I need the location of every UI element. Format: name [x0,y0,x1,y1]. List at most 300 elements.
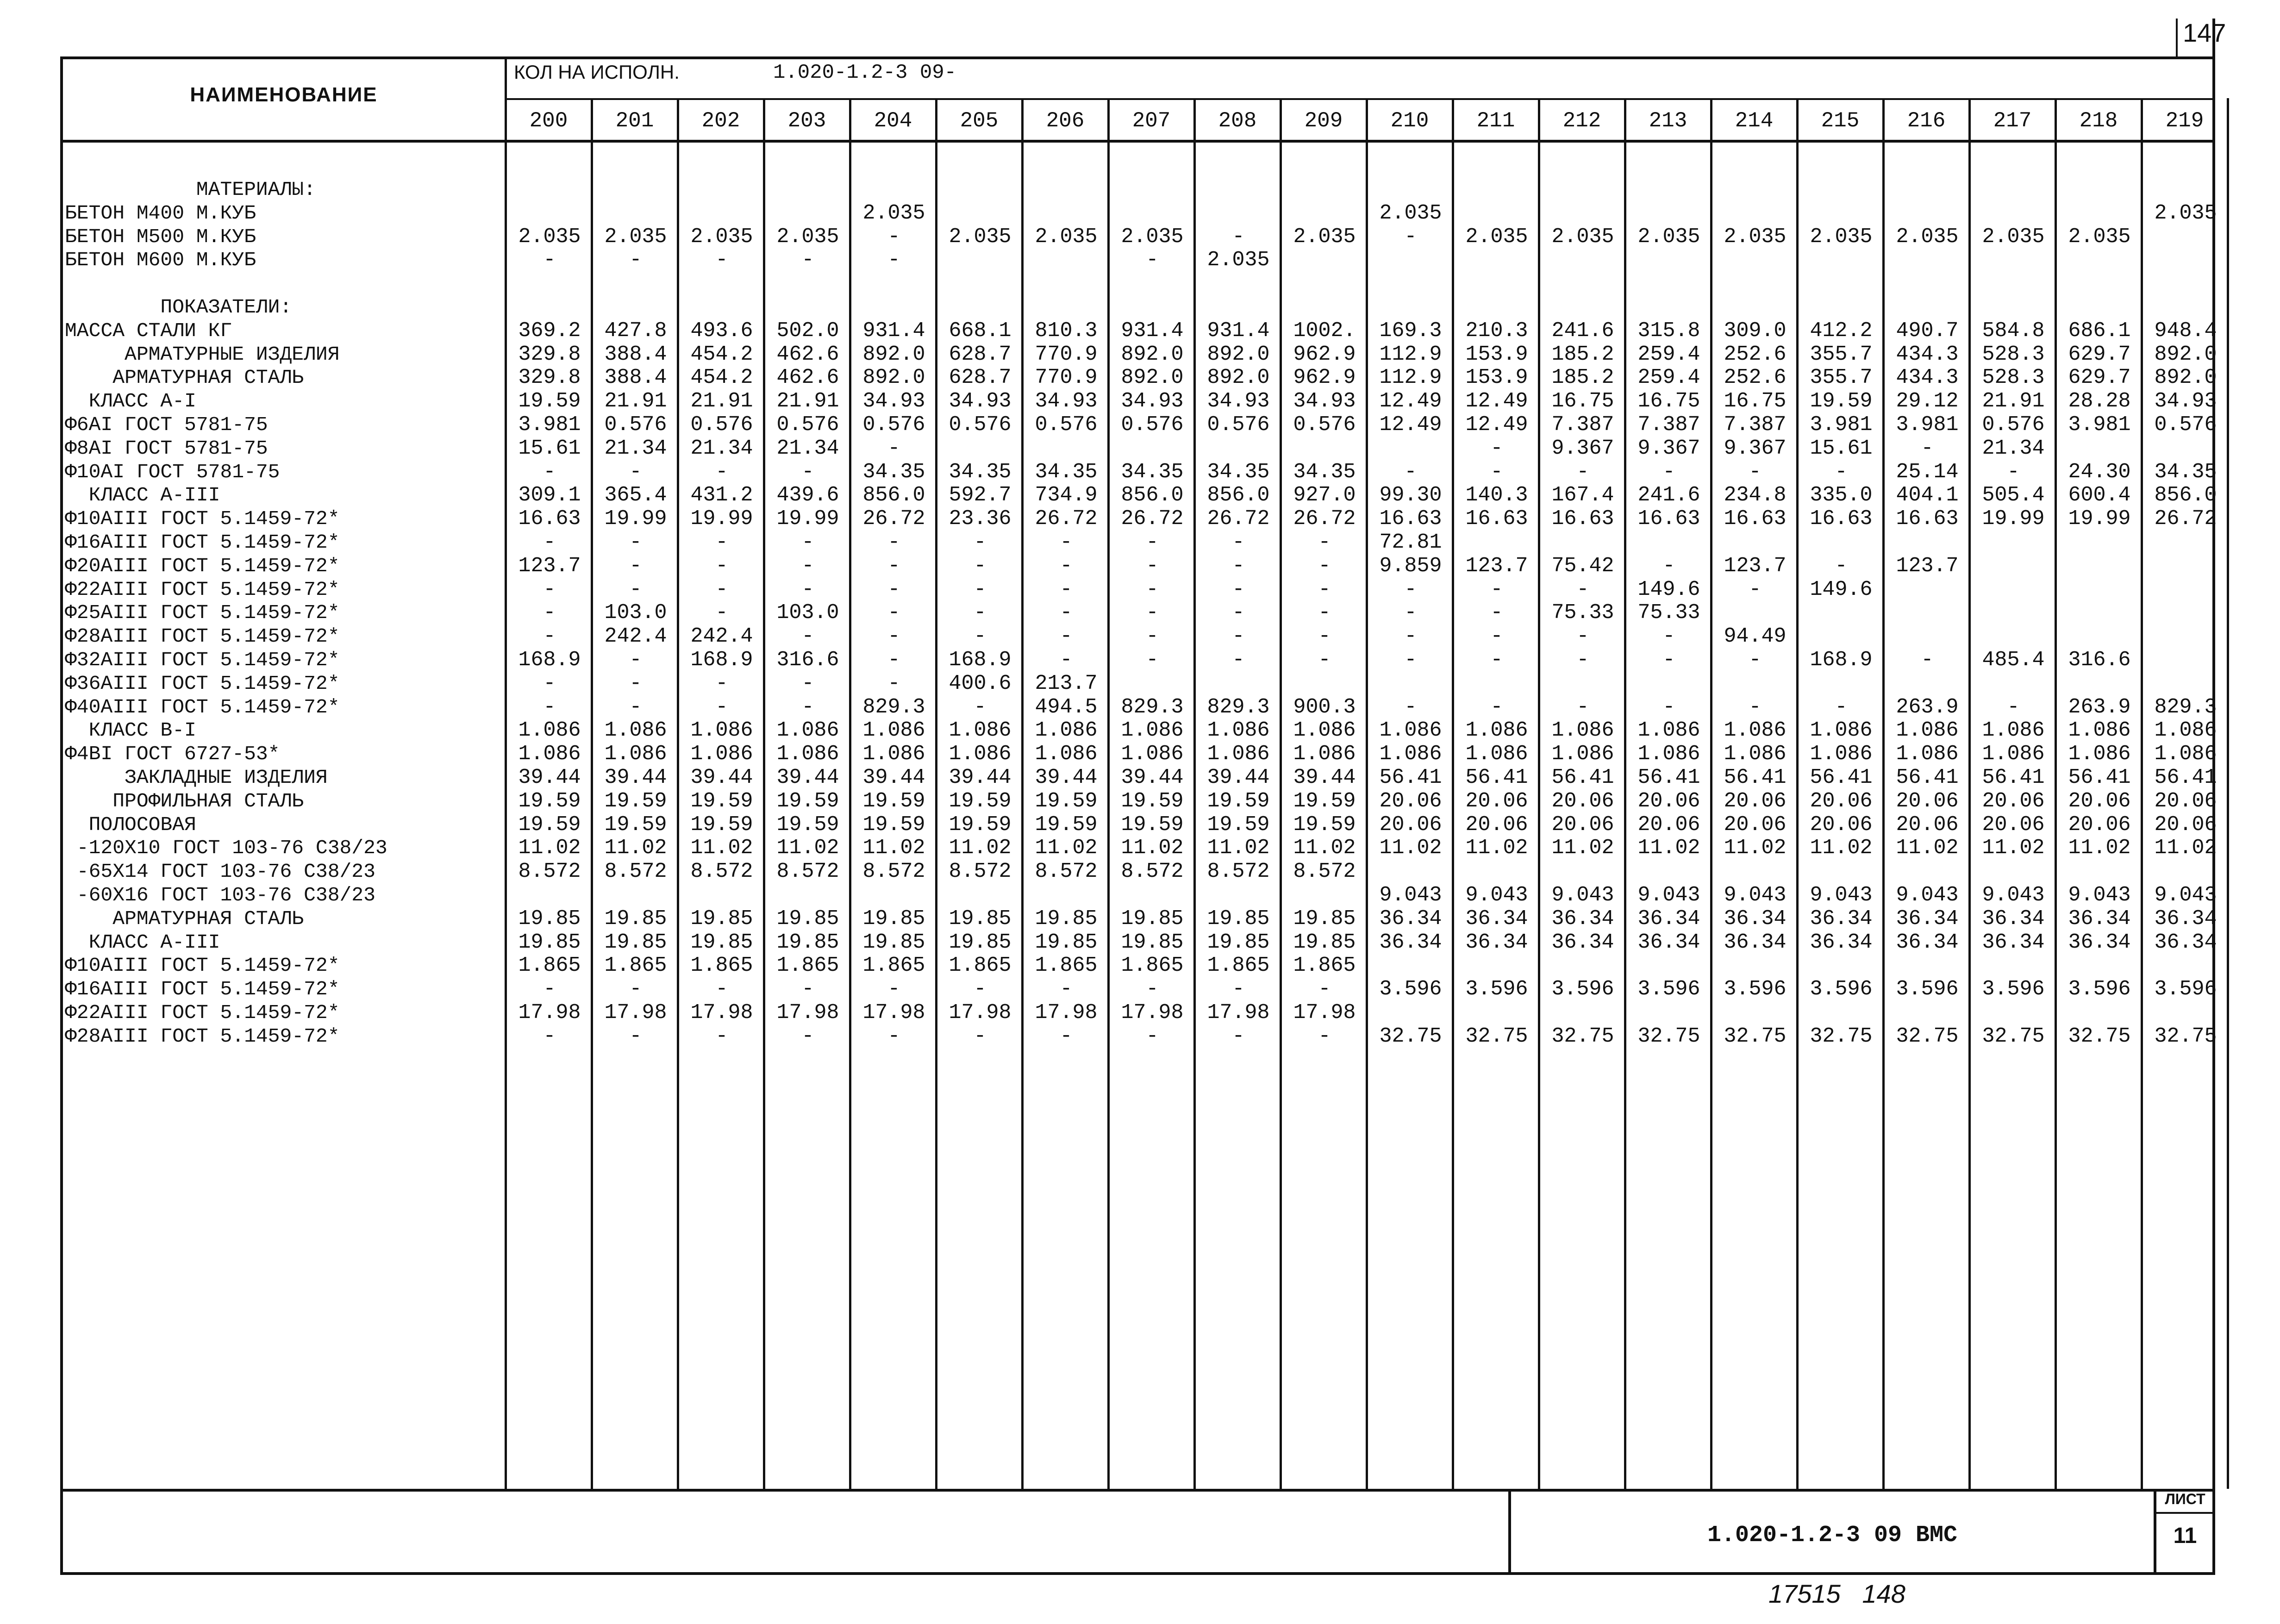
table-cell: 39.44 [604,766,667,789]
table-cell: 1.086 [1637,742,1700,766]
table-cell: 316.6 [2068,648,2131,672]
table-cell: 19.85 [518,930,581,954]
row-label: АРМАТУРНАЯ СТАЛЬ [65,907,304,930]
table-cell: 600.4 [2068,483,2131,507]
table-cell: 36.34 [1810,930,1873,954]
table-cell: 11.02 [518,836,581,860]
row-label: КЛАСС А-III [65,931,220,954]
table-cell: 34.35 [862,460,925,484]
doc-code: 1.020-1.2-3 09 ВМС [1707,1522,1958,1549]
table-cell: 36.34 [1896,906,1959,931]
table-cell: 32.75 [2068,1024,2131,1048]
table-cell: 454.2 [690,366,753,390]
column-number: 208 [1218,109,1257,133]
row-label: БЕТОН М400 М.КУБ [65,201,256,225]
table-cell: 168.9 [690,648,753,672]
table-cell: 12.49 [1465,389,1528,413]
table-cell: 770.9 [1035,342,1098,366]
table-cell: 19.59 [690,812,753,837]
table-cell: 19.85 [690,930,753,954]
table-cell: 892.0 [862,342,925,366]
table-cell: 329.8 [518,366,581,390]
row-label: Ф6АI ГОСТ 5781-75 [65,413,268,436]
table-cell: 309.1 [518,483,581,507]
table-cell: 11.02 [1896,836,1959,860]
table-cell: - [1232,577,1245,601]
table-cell: - [2007,460,2020,484]
table-cell: 9.043 [1551,883,1614,907]
table-cell: 56.41 [1982,766,2045,789]
table-cell: 56.41 [1379,766,1442,789]
table-cell: 335.0 [1810,483,1873,507]
table-cell: - [974,625,987,649]
table-cell: 20.06 [1637,789,1700,813]
table-cell: 1.086 [1293,718,1356,743]
table-cell: - [1060,531,1073,554]
table-cell: 19.85 [1035,930,1098,954]
table-cell: 1.086 [1810,742,1873,766]
table-cell: 32.75 [1551,1024,1614,1048]
table-cell: 19.59 [1121,789,1184,813]
table-cell: 9.043 [1982,883,2045,907]
table-cell: 21.34 [604,436,667,460]
table-cell: 11.02 [1465,836,1528,860]
table-cell: 75.33 [1551,601,1614,625]
table-cell: - [543,671,556,695]
table-cell: 11.02 [1982,836,2045,860]
table-cell: - [1662,554,1675,578]
table-cell: - [1060,577,1073,601]
table-cell: 20.06 [1551,789,1614,813]
table-cell: 185.2 [1551,342,1614,366]
table-cell: 1.086 [604,718,667,743]
table-cell: - [543,577,556,601]
table-cell: - [543,625,556,649]
table-cell: - [1835,460,1848,484]
table-cell: 892.0 [2154,342,2217,366]
table-cell: 2.035 [1551,225,1614,249]
row-label: Ф22АIII ГОСТ 5.1459-72* [65,578,340,601]
table-cell: 19.85 [1035,906,1098,931]
table-cell: 20.06 [1724,812,1787,837]
table-cell: - [887,436,900,460]
table-cell: 72.81 [1379,531,1442,554]
table-cell: 439.6 [776,483,839,507]
table-cell: - [543,695,556,719]
table-cell: 149.6 [1810,577,1873,601]
table-cell: - [629,1024,642,1048]
table-cell: 36.34 [1465,906,1528,931]
table-cell: - [1576,695,1589,719]
row-label: Ф4ВI ГОСТ 6727-53* [65,743,280,766]
table-cell: 7.387 [1551,413,1614,437]
table-cell: 19.59 [518,812,581,837]
table-cell: 15.61 [518,436,581,460]
table-cell: 1.086 [1379,742,1442,766]
table-cell: 1.086 [2154,742,2217,766]
table-cell: 462.6 [776,366,839,390]
table-cell: 17.98 [690,1001,753,1024]
table-cell: 20.06 [1551,812,1614,837]
table-cell: 1.865 [604,954,667,978]
table-cell: - [1318,977,1331,1001]
table-cell: - [1146,601,1159,625]
table-cell: 36.34 [1810,906,1873,931]
column-number: 207 [1132,109,1171,133]
table-cell: 39.44 [1121,766,1184,789]
table-cell: 19.59 [518,389,581,413]
table-cell: - [1490,577,1503,601]
table-cell: - [1490,648,1503,672]
table-cell: 29.12 [1896,389,1959,413]
table-cell: 1.086 [1465,718,1528,743]
table-cell: 427.8 [604,319,667,343]
table-cell: 7.387 [1637,413,1700,437]
table-cell: - [1232,625,1245,649]
table-cell: 19.59 [949,812,1012,837]
frame-left [60,56,63,1575]
table-cell: 20.06 [1637,812,1700,837]
table-cell: 1.086 [949,742,1012,766]
table-cell: 892.0 [1207,342,1270,366]
table-cell: 26.72 [1207,507,1270,531]
table-cell: 502.0 [776,319,839,343]
table-cell: 1.086 [776,742,839,766]
table-cell: 75.33 [1637,601,1700,625]
table-cell: - [1576,460,1589,484]
table-cell: 1.086 [2068,718,2131,743]
column-number: 202 [701,109,740,133]
table-cell: 829.3 [2154,695,2217,719]
table-cell: 19.59 [862,789,925,813]
table-cell: - [629,460,642,484]
table-cell: 11.02 [1637,836,1700,860]
table-cell: - [715,1024,728,1048]
table-cell: 34.93 [1035,389,1098,413]
table-cell: 168.9 [518,648,581,672]
column-number: 219 [2165,109,2204,133]
column-number: 200 [529,109,568,133]
table-cell: 32.75 [1896,1024,1959,1048]
table-cell: 17.98 [862,1001,925,1024]
table-cell: 11.02 [2068,836,2131,860]
table-cell: 23.36 [949,507,1012,531]
table-cell: - [715,671,728,695]
table-cell: 412.2 [1810,319,1873,343]
table-cell: - [801,577,814,601]
table-cell: 3.596 [1379,977,1442,1001]
table-cell: 20.06 [1896,812,1959,837]
table-cell: - [801,554,814,578]
table-cell: 19.85 [518,906,581,931]
table-cell: 3.596 [1896,977,1959,1001]
column-number: 211 [1476,109,1515,133]
table-cell: 400.6 [949,671,1012,695]
table-cell: - [1318,554,1331,578]
table-cell: - [629,554,642,578]
table-cell: 168.9 [949,648,1012,672]
table-cell: - [1404,225,1417,249]
header-mid-line [505,98,2215,100]
table-cell: 1.865 [949,954,1012,978]
table-cell: 0.576 [949,413,1012,437]
table-cell: 19.85 [862,930,925,954]
row-label: -60Х16 ГОСТ 103-76 С38/23 [65,884,375,906]
table-cell: 315.8 [1637,319,1700,343]
table-cell: 32.75 [1637,1024,1700,1048]
table-cell: 20.06 [1724,789,1787,813]
table-cell: 8.572 [776,860,839,884]
table-cell: 2.035 [2068,225,2131,249]
table-cell: - [1490,460,1503,484]
table-cell: 316.6 [776,648,839,672]
table-cell: 948.4 [2154,319,2217,343]
table-cell: 1.865 [1035,954,1098,978]
table-cell: 1.865 [776,954,839,978]
table-cell: 16.63 [1379,507,1442,531]
row-label: Ф28АIII ГОСТ 5.1459-72* [65,625,340,648]
table-cell: 19.85 [776,930,839,954]
table-cell: 962.9 [1293,366,1356,390]
table-cell: 34.35 [1207,460,1270,484]
table-cell: 252.6 [1724,366,1787,390]
table-cell: 0.576 [604,413,667,437]
table-cell: 34.35 [1293,460,1356,484]
table-cell: 34.93 [1293,389,1356,413]
sheet-label: ЛИСТ [2165,1491,2205,1507]
table-cell: - [543,531,556,554]
column-number: 212 [1562,109,1601,133]
table-cell: 0.576 [1207,413,1270,437]
table-cell: 185.2 [1551,366,1614,390]
table-cell: 856.0 [1121,483,1184,507]
table-cell: 9.043 [1379,883,1442,907]
table-cell: 9.367 [1724,436,1787,460]
table-cell: - [801,531,814,554]
table-cell: 19.59 [518,789,581,813]
table-cell: 19.59 [690,789,753,813]
table-cell: 36.34 [2154,930,2217,954]
table-cell: 434.3 [1896,366,1959,390]
table-cell: 16.75 [1637,389,1700,413]
footer-top-line [60,1489,2215,1492]
table-cell: 1.865 [862,954,925,978]
table-cell: 39.44 [690,766,753,789]
table-cell: 32.75 [1465,1024,1528,1048]
table-cell: 20.06 [2068,812,2131,837]
table-cell: 3.596 [2068,977,2131,1001]
table-cell: 1.086 [1121,742,1184,766]
table-cell: 19.59 [1293,789,1356,813]
table-cell: - [543,460,556,484]
table-cell: 0.576 [1293,413,1356,437]
table-cell: 0.576 [862,413,925,437]
column-number: 201 [615,109,654,133]
table-cell: 1.086 [1121,718,1184,743]
table-cell: 11.02 [604,836,667,860]
table-cell: - [1490,601,1503,625]
table-cell: 11.02 [1810,836,1873,860]
table-cell: 94.49 [1724,625,1787,649]
table-cell: 17.98 [949,1001,1012,1024]
table-cell: 0.576 [1035,413,1098,437]
table-cell: 263.9 [2068,695,2131,719]
table-cell: - [1404,625,1417,649]
table-cell: - [1835,554,1848,578]
table-cell: 56.41 [2068,766,2131,789]
table-cell: - [1060,601,1073,625]
table-cell: - [1318,531,1331,554]
table-cell: 11.02 [1035,836,1098,860]
table-cell: 20.06 [1982,789,2045,813]
table-cell: 528.3 [1982,366,2045,390]
table-cell: 16.75 [1724,389,1787,413]
table-cell: 1.086 [1551,718,1614,743]
footer-sheet-divider [2154,1489,2156,1575]
table-cell: - [887,625,900,649]
table-cell: - [801,460,814,484]
table-cell: 9.859 [1379,554,1442,578]
table-cell: 19.99 [1982,507,2045,531]
table-cell: 856.0 [1207,483,1270,507]
table-cell: 1.086 [1724,718,1787,743]
table-cell: - [1146,554,1159,578]
table-cell: - [1060,648,1073,672]
table-cell: 3.981 [1896,413,1959,437]
table-cell: 32.75 [1982,1024,2045,1048]
table-cell: 2.035 [776,225,839,249]
table-cell: 252.6 [1724,342,1787,366]
table-cell: - [543,248,556,272]
table-cell: 19.59 [1293,812,1356,837]
table-cell: 11.02 [949,836,1012,860]
table-cell: 36.34 [1724,906,1787,931]
table-cell: 19.85 [1121,930,1184,954]
table-cell: 56.41 [1724,766,1787,789]
table-cell: 36.34 [2068,906,2131,931]
table-cell: - [887,554,900,578]
table-cell: 892.0 [2154,366,2217,390]
table-cell: 2.035 [949,225,1012,249]
table-cell: 19.59 [1207,812,1270,837]
table-cell: - [715,531,728,554]
table-cell: - [1146,577,1159,601]
table-cell: 36.34 [1379,930,1442,954]
table-cell: 1.086 [1207,718,1270,743]
table-cell: 19.59 [604,789,667,813]
table-cell: - [629,648,642,672]
table-cell: 263.9 [1896,695,1959,719]
table-cell: 15.61 [1810,436,1873,460]
row-label: КЛАСС А-I [65,390,196,413]
table-cell: - [1146,248,1159,272]
table-cell: - [629,577,642,601]
table-cell: 1.086 [1896,718,1959,743]
column-number: 210 [1390,109,1429,133]
table-cell: 169.3 [1379,319,1442,343]
row-label: Ф28АIII ГОСТ 5.1459-72* [65,1024,340,1048]
table-cell: 490.7 [1896,319,1959,343]
table-cell: 36.34 [1465,930,1528,954]
table-cell: 9.043 [1465,883,1528,907]
table-cell: - [887,225,900,249]
table-cell: 1.865 [1121,954,1184,978]
table-cell: 19.59 [776,789,839,813]
table-cell: 8.572 [690,860,753,884]
table-cell: 36.34 [1724,930,1787,954]
table-cell: 21.91 [690,389,753,413]
page-corner-number: 147 [2183,18,2226,47]
table-cell: - [1060,625,1073,649]
table-cell: - [1490,695,1503,719]
table-cell: 8.572 [1121,860,1184,884]
table-cell: - [801,695,814,719]
row-label: Ф36АIII ГОСТ 5.1459-72* [65,672,340,695]
header-bottom-line [60,140,2215,143]
table-cell: 34.93 [1121,389,1184,413]
column-number: 213 [1649,109,1687,133]
table-cell: 9.043 [1724,883,1787,907]
table-cell: 20.06 [1982,812,2045,837]
table-cell: - [974,1024,987,1048]
table-cell: - [1404,577,1417,601]
table-cell: 8.572 [604,860,667,884]
table-cell: 34.35 [2154,460,2217,484]
table-cell: 123.7 [1724,554,1787,578]
table-cell: 2.035 [1207,248,1270,272]
table-cell: 1.086 [776,718,839,743]
table-cell: - [715,695,728,719]
table-cell: 19.85 [949,930,1012,954]
table-cell: - [1662,460,1675,484]
table-cell: - [1232,977,1245,1001]
table-cell: 26.72 [1035,507,1098,531]
table-cell: 629.7 [2068,342,2131,366]
table-cell: 168.9 [1810,648,1873,672]
table-cell: 19.85 [604,930,667,954]
table-cell: - [543,601,556,625]
table-cell: 21.34 [690,436,753,460]
table-cell: 369.2 [518,319,581,343]
table-cell: 103.0 [776,601,839,625]
table-cell: 1.086 [2154,718,2217,743]
table-cell: 11.02 [1379,836,1442,860]
table-cell: 34.35 [1035,460,1098,484]
table-cell: 11.02 [776,836,839,860]
table-cell: 19.85 [862,906,925,931]
table-cell: - [629,248,642,272]
table-cell: 241.6 [1637,483,1700,507]
table-cell: 26.72 [1121,507,1184,531]
table-cell: 20.06 [1465,789,1528,813]
table-cell: - [1232,531,1245,554]
qty-label: КОЛ НА ИСПОЛН. [514,61,680,83]
table-cell: - [974,601,987,625]
table-cell: - [1490,436,1503,460]
table-cell: - [1232,601,1245,625]
handwritten-note: 17515 148 [1768,1579,1905,1608]
table-cell: 734.9 [1035,483,1098,507]
table-cell: - [1146,977,1159,1001]
table-cell: 2.035 [690,225,753,249]
table-cell: 39.44 [1035,766,1098,789]
table-cell: 3.981 [518,413,581,437]
table-cell: - [887,248,900,272]
table-cell: 56.41 [1810,766,1873,789]
table-cell: 1.865 [1207,954,1270,978]
row-label: Ф10АI ГОСТ 5781-75 [65,460,280,483]
table-cell: 34.35 [949,460,1012,484]
